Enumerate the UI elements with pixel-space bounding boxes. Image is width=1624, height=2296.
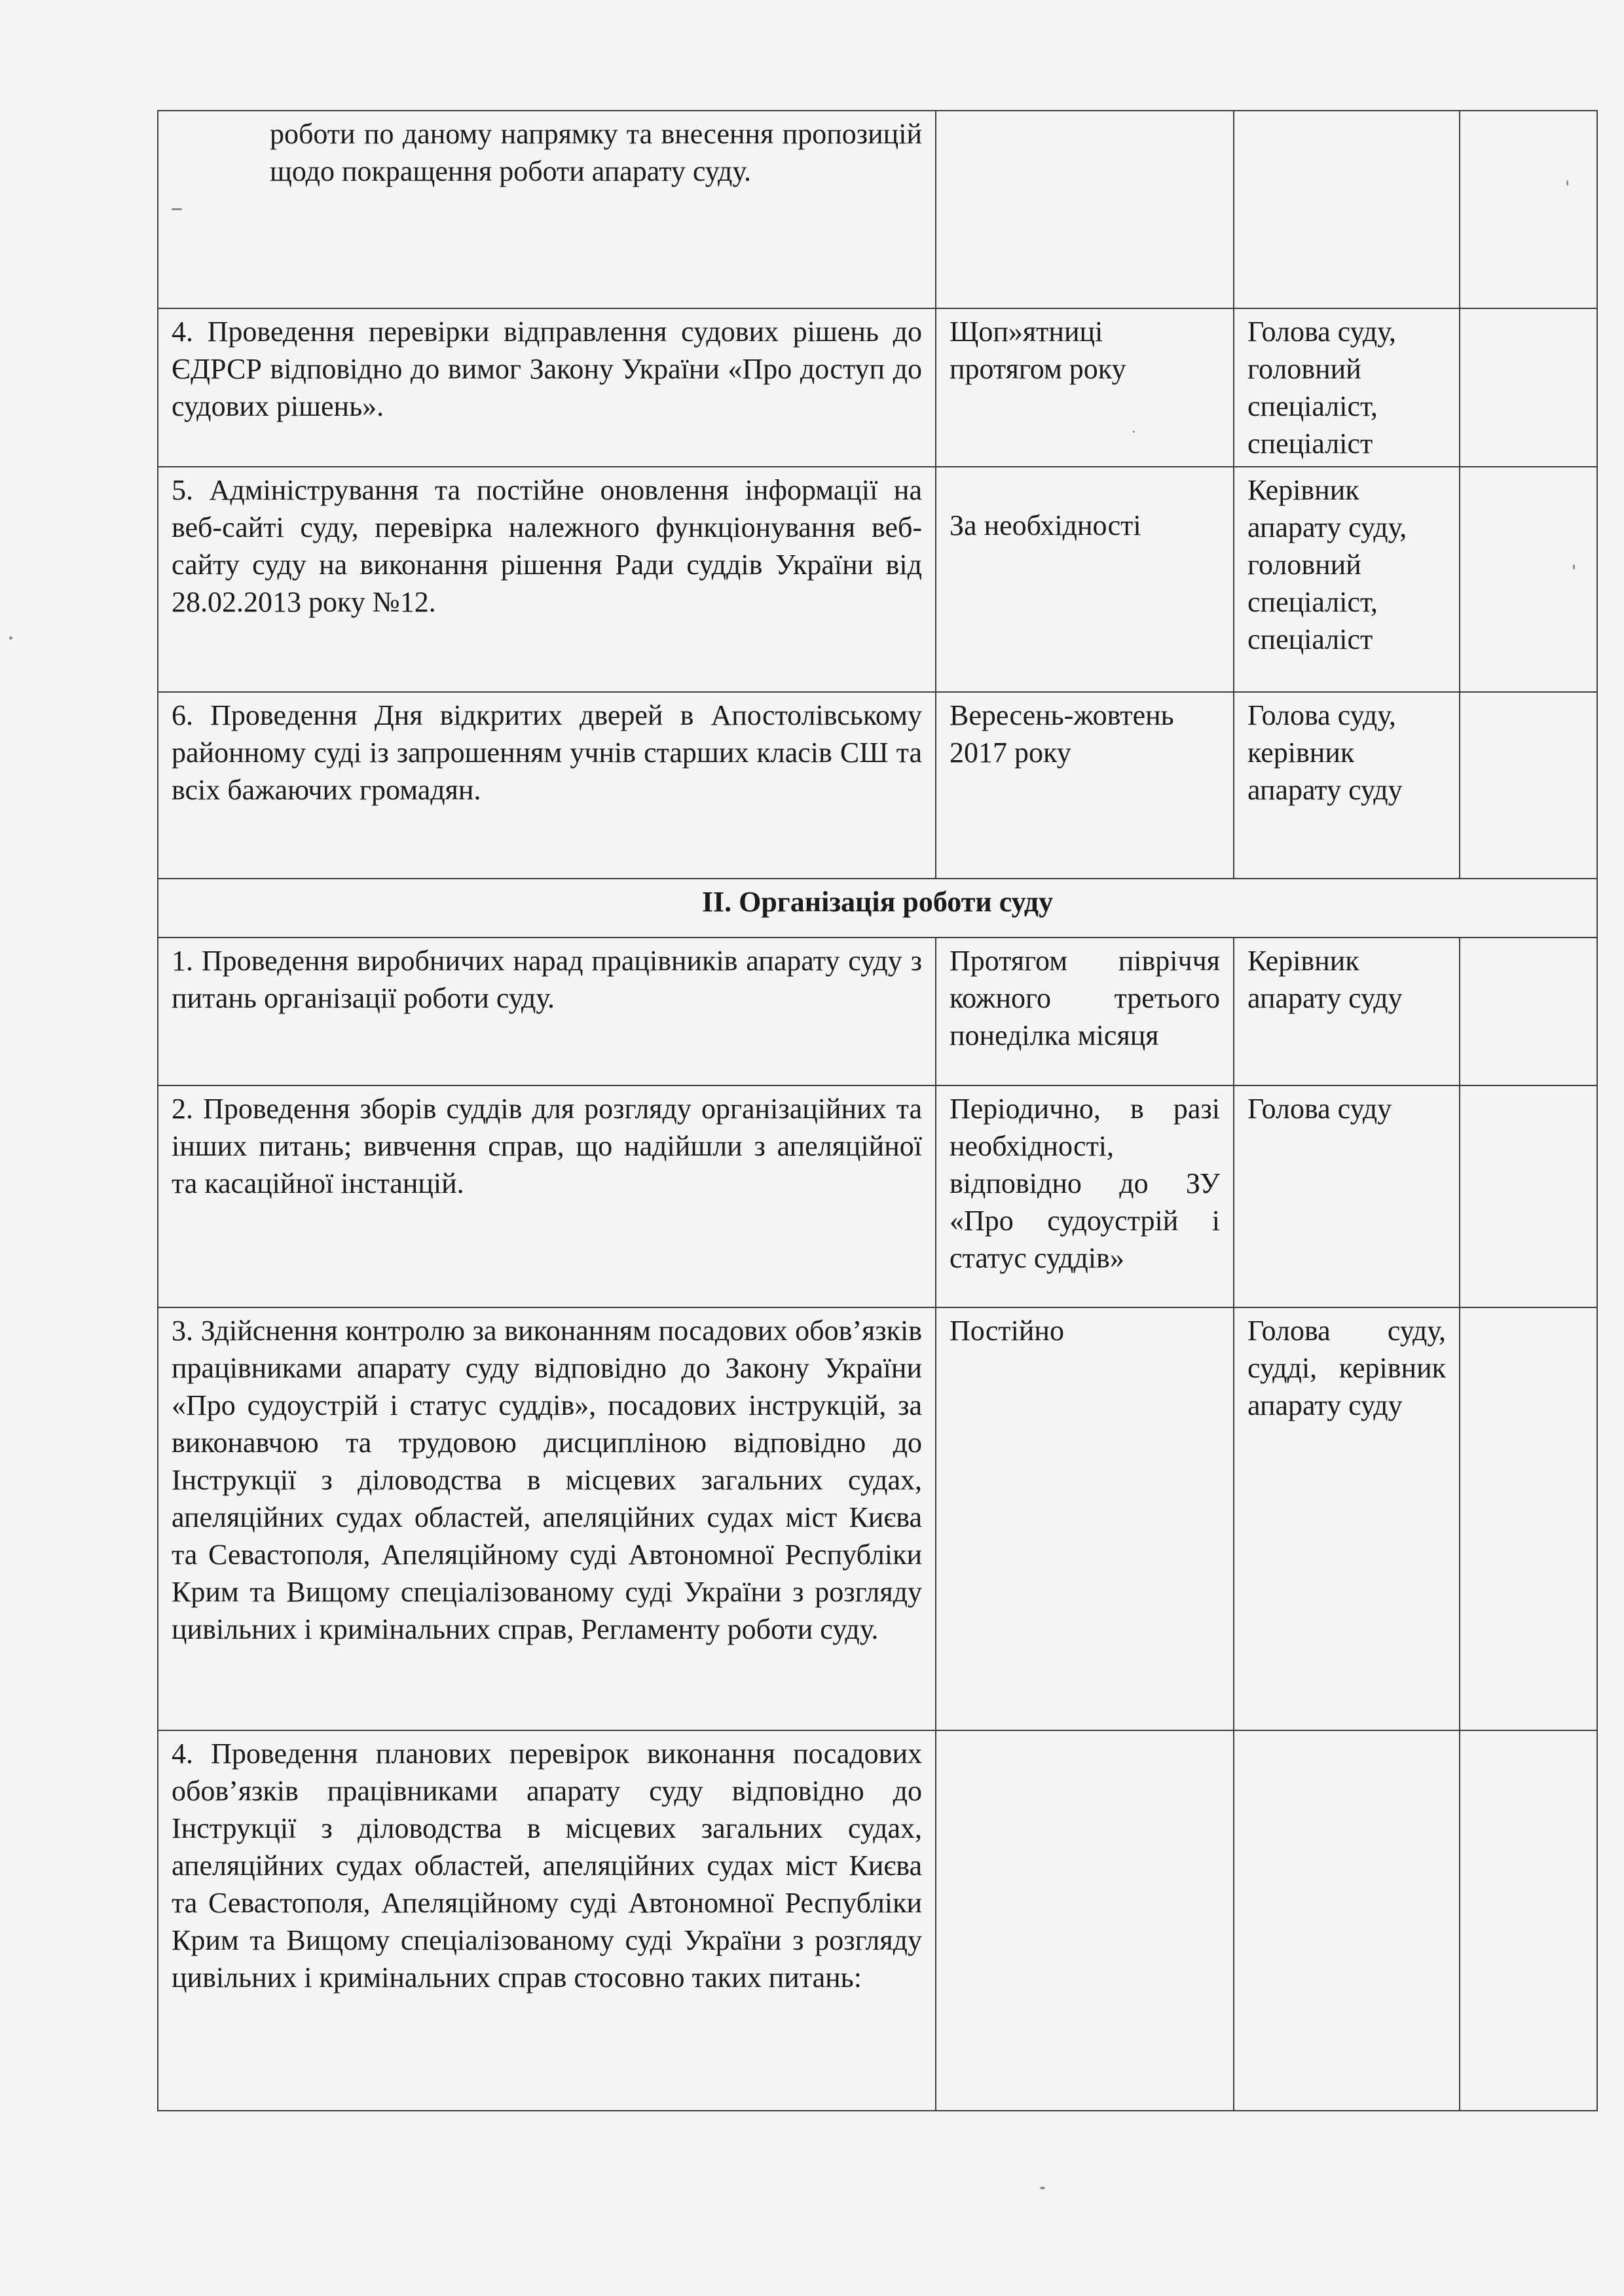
responsible-cell: Голова суду	[1234, 1085, 1460, 1307]
scan-speck	[1133, 431, 1135, 433]
task-cell: роботи по даному напрямку та внесення пропозицій щодо покращення роботи апарату суду.	[158, 111, 936, 308]
scan-speck	[1566, 180, 1568, 186]
table-row	[158, 938, 1597, 1085]
task-cell: 4. Проведення планових перевірок виконання посадових обов’язків працівниками апарату суду відповідно до Інструкції з діловодства в місцевих загальних судах, апеляційних судах областей, апеляційних судах міст Києва та Севастополя, Апеляційному суді Автономної Республіки Крим та Вищому спеціалізованому суді України з розгляду цивільних і кримінальних справ стосовно таких питань:	[158, 1730, 936, 2111]
term-cell	[936, 1730, 1234, 2111]
task-cell: 5. Адміністрування та постійне оновлення інформації на веб-сайті суду, перевірка належного функціонування веб-сайту суду на виконання рішення Ради суддів України від 28.02.2013 року №12.	[158, 467, 936, 692]
task-cell: 1. Проведення виробничих нарад працівників апарату суду з питань організації роботи суду.	[158, 938, 936, 1085]
note-cell	[1460, 111, 1597, 308]
table-row	[158, 308, 1597, 467]
responsible-cell: Керівник апарату суду, головний спеціаліст, спеціаліст	[1234, 467, 1460, 692]
table-row	[158, 1085, 1597, 1307]
responsible-cell: Голова суду, судді, керівник апарату суду	[1234, 1307, 1460, 1730]
table-row	[158, 1730, 1597, 2111]
term-cell: Періодично, в разі необхідності, відповідно до ЗУ «Про судоустрій і статус суддів»	[936, 1085, 1234, 1307]
note-cell	[1460, 308, 1597, 467]
term-cell	[936, 111, 1234, 308]
note-cell	[1460, 467, 1597, 692]
responsible-cell: Голова суду, головний спеціаліст, спеціаліст	[1234, 308, 1460, 467]
responsible-cell: Голова суду, керівник апарату суду	[1234, 692, 1460, 879]
task-cell: 2. Проведення зборів суддів для розгляду організаційних та інших питань; вивчення справ, що надійшли з апеляційної та касаційної інстанцій.	[158, 1085, 936, 1307]
term-cell: Протягом півріччя кожного третього понеділка місяця	[936, 938, 1234, 1085]
responsible-cell	[1234, 1730, 1460, 2111]
scan-speck	[9, 636, 12, 640]
term-cell: Вересень-жовтень 2017 року	[936, 692, 1234, 879]
scan-speck	[172, 208, 182, 210]
table-row	[158, 692, 1597, 879]
table-row	[158, 111, 1597, 308]
note-cell	[1460, 1085, 1597, 1307]
task-cell: 4. Проведення перевірки відправлення судових рішень до ЄДРСР відповідно до вимог Закону України «Про доступ до судових рішень».	[158, 308, 936, 467]
scan-speck	[1573, 564, 1575, 570]
scan-speck	[1040, 2187, 1045, 2189]
term-cell: Щоп»ятниці протягом року	[936, 308, 1234, 467]
note-cell	[1460, 1307, 1597, 1730]
table-row	[158, 1307, 1597, 1730]
note-cell	[1460, 938, 1597, 1085]
note-cell	[1460, 1730, 1597, 2111]
responsible-cell	[1234, 111, 1460, 308]
section-heading-row	[158, 879, 1597, 938]
note-cell	[1460, 692, 1597, 879]
term-cell: За необхідності	[936, 467, 1234, 692]
responsible-cell: Керівник апарату суду	[1234, 938, 1460, 1085]
task-cell: 3. Здійснення контролю за виконанням посадових обов’язків працівниками апарату суду відповідно до Закону України «Про судоустрій і статус суддів», посадових інструкцій, за виконавчою та трудовою дисципліною відповідно до Інструкції з діловодства в місцевих загальних судах, апеляційних судах областей, апеляційних судах міст Києва та Севастополя, Апеляційному суді Автономної Республіки Крим та Вищому спеціалізованому суді України з розгляду цивільних і кримінальних справ, Регламенту роботи суду.	[158, 1307, 936, 1730]
work-plan-table	[157, 110, 1598, 2111]
term-cell: Постійно	[936, 1307, 1234, 1730]
section-title: ІІ. Організація роботи суду	[158, 879, 1597, 938]
table-row	[158, 467, 1597, 692]
task-cell: 6. Проведення Дня відкритих дверей в Апостолівському районному суді із запрошенням учнів старших класів СШ та всіх бажаючих громадян.	[158, 692, 936, 879]
